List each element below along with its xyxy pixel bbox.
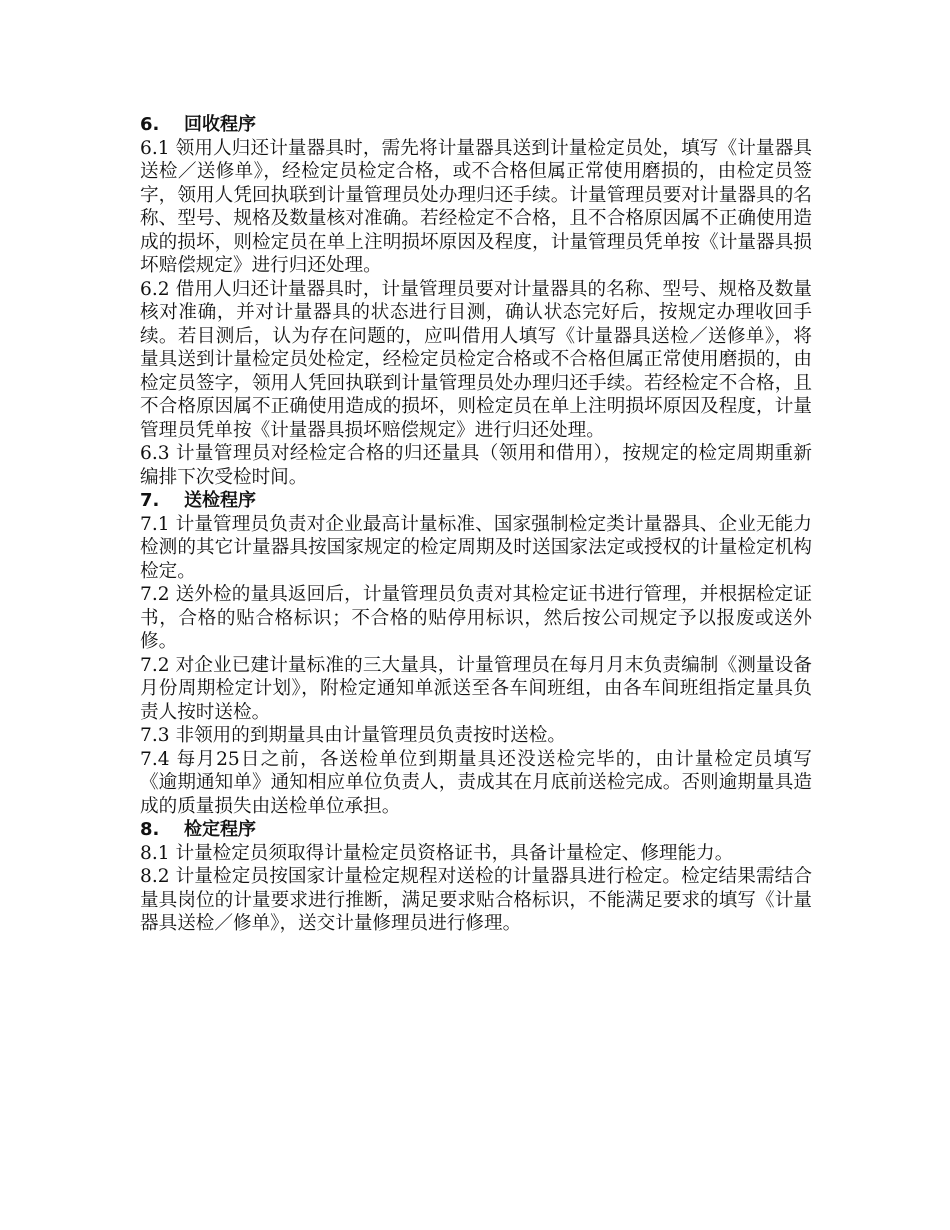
paragraph: 7.4 每月25日之前，各送检单位到期量具还没送检完毕的，由计量检定员填写《逾期通知单》通知相应单位负责人，责成其在月底前送检完成。否则逾期量具造成的质量损失由送检单位承担。 xyxy=(140,748,812,817)
section-number: 6. xyxy=(140,114,160,135)
paragraph: 8.2 计量检定员按国家计量检定规程对送检的计量器具进行检定。检定结果需结合量具岗位的计量要求进行推断，满足要求贴合格标识，不能满足要求的填写《计量器具送检／修单》，送交计量修理员进行修理。 xyxy=(140,866,812,934)
paragraph: 7.2 送外检的量具返回后，计量管理员负责对其检定证书进行管理，并根据检定证书，合格的贴合格标识；不合格的贴停用标识，然后按公司规定予以报废或送外修。 xyxy=(140,584,812,652)
section-heading xyxy=(140,489,812,513)
section-title: 回收程序 xyxy=(184,114,256,135)
section-title: 送检程序 xyxy=(184,490,256,511)
paragraph: 6.3 计量管理员对经检定合格的归还量具（领用和借用），按规定的检定周期重新编排下次受检时间。 xyxy=(140,443,812,488)
paragraph: 7.1 计量管理员负责对企业最高计量标准、国家强制检定类计量器具、企业无能力检测的其它计量器具按国家规定的检定周期及时送国家法定或授权的计量检定机构检定。 xyxy=(140,513,812,582)
section-8 xyxy=(140,818,812,936)
section-title: 检定程序 xyxy=(184,819,256,840)
paragraph: 6.1 领用人归还计量器具时，需先将计量器具送到计量检定员处，填写《计量器具送检／送修单》，经检定员检定合格，或不合格但属正常使用磨损的，由检定员签字，领用人凭回执联到计量管理员处办理归还手续。计量管理员要对计量器具的名称、型号、规格及数量核对准确。若经检定不合格，且不合格原因属不正确使用造成的损坏，则检定员在单上注明损坏原因及程度，计量管理员凭单按《计量器具损坏赔偿规定》进行归还处理。 xyxy=(140,137,812,276)
section-heading xyxy=(140,818,812,842)
section-heading xyxy=(140,113,812,137)
section-number: 8. xyxy=(140,819,160,840)
paragraph: 7.2 对企业已建计量标准的三大量具，计量管理员在每月月末负责编制《测量设备月份周期检定计划》，附检定通知单派送至各车间班组，由各车间班组指定量具负责人按时送检。 xyxy=(140,654,812,723)
document-body xyxy=(140,113,812,936)
paragraph: 8.1 计量检定员须取得计量检定员资格证书，具备计量检定、修理能力。 xyxy=(140,842,734,864)
paragraph: 6.2 借用人归还计量器具时，计量管理员要对计量器具的名称、型号、规格及数量核对准确，并对计量器具的状态进行目测，确认状态完好后，按规定办理收回手续。若目测后，认为存在问题的，应叫借用人填写《计量器具送检／送修单》，将量具送到计量检定员处检定，经检定员检定合格或不合格但属正常使用磨损的，由检定员签字，领用人凭回执联到计量管理员处办理归还手续。若经检定不合格，且不合格原因属不正确使用造成的损坏，则检定员在单上注明损坏原因及程度，计量管理员凭单按《计量器具损坏赔偿规定》进行归还处理。 xyxy=(140,278,812,441)
section-number: 7. xyxy=(140,490,160,511)
paragraph: 7.3 非领用的到期量具由计量管理员负责按时送检。 xyxy=(140,725,566,746)
section-7 xyxy=(140,489,812,818)
section-6 xyxy=(140,113,812,489)
